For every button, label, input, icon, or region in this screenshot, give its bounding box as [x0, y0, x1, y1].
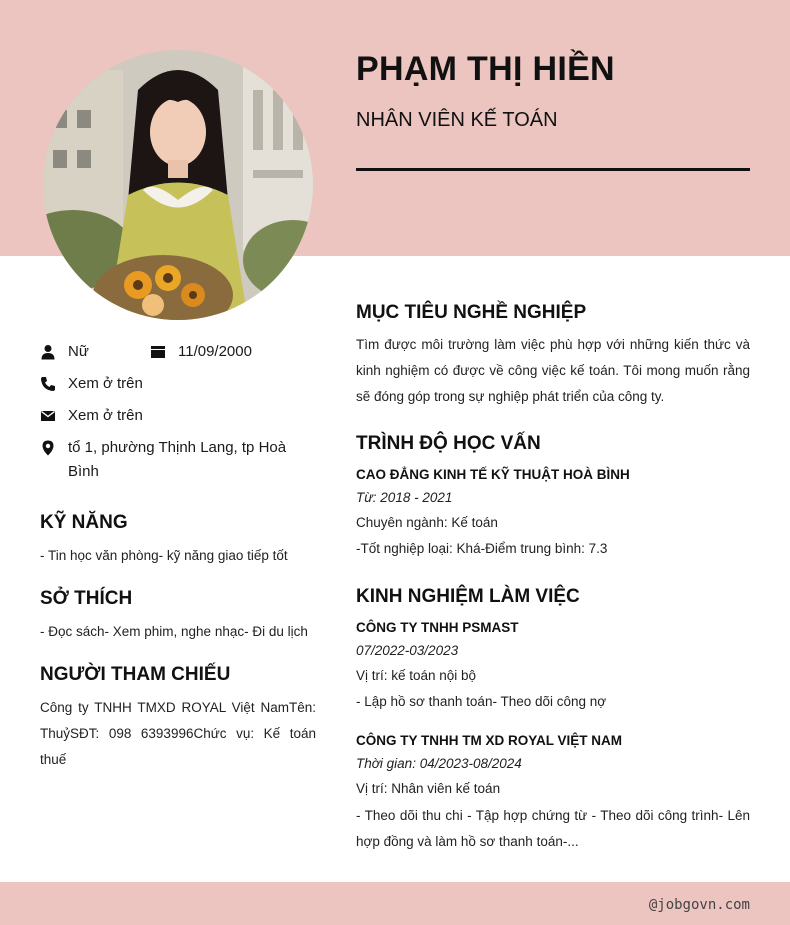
phone-icon [40, 376, 56, 392]
person-icon [40, 344, 56, 360]
education-major: Chuyên ngành: Kế toán [356, 515, 498, 530]
address-value: tổ 1, phường Thịnh Lang, tp Hoà Bình [68, 439, 287, 480]
skills-text: - Tin học văn phòng- kỹ năng giao tiếp tốt [40, 548, 288, 563]
phone-value: Xem ở trên [68, 375, 143, 392]
gender-value: Nữ [68, 343, 89, 360]
job-period: 07/2022-03/2023 [356, 643, 459, 658]
mail-icon [40, 408, 56, 424]
birthday-row [150, 340, 252, 364]
gender-row [40, 340, 89, 364]
references-title: NGƯỜI THAM CHIẾU [40, 664, 231, 685]
avatar [43, 50, 313, 320]
birthday-value: 11/09/2000 [178, 343, 252, 360]
hobbies-title: SỞ THÍCH [40, 588, 133, 609]
header-divider [356, 168, 750, 171]
location-pin-icon [40, 440, 56, 456]
email-row [40, 404, 143, 428]
job-duties: - Theo dõi thu chi - Tập hợp chứng từ - Theo dõi công trình- Lên hợp đồng và làm hồ sơ thanh toán-... [356, 808, 750, 849]
education-grade: -Tốt nghiệp loại: Khá-Điểm trung bình: 7.3 [356, 541, 608, 556]
objective-title: MỤC TIÊU NGHỀ NGHIỆP [356, 302, 587, 323]
experience-title: KINH NGHIỆM LÀM VIỆC [356, 586, 580, 607]
job-period: Thời gian: 04/2023-08/2024 [356, 756, 522, 771]
address-row [40, 436, 310, 484]
job-title: NHÂN VIÊN KẾ TOÁN [356, 109, 558, 131]
skills-title: KỸ NĂNG [40, 512, 128, 533]
phone-row [40, 372, 143, 396]
email-value: Xem ở trên [68, 407, 143, 424]
objective-text: Tìm được môi trường làm việc phù hợp với những kiến thức và kinh nghiệm có được về công việc kế toán. Tôi mong muốn rằng sẽ đóng góp trong sự nghiệp phát triển của công ty. [356, 337, 750, 404]
education-period: Từ: 2018 - 2021 [356, 490, 453, 505]
job-position: Vị trí: kế toán nội bộ [356, 668, 477, 683]
job-duties: - Lập hồ sơ thanh toán- Theo dõi công nợ [356, 694, 607, 709]
job-position: Vị trí: Nhân viên kế toán [356, 781, 501, 796]
job-company: CÔNG TY TNHH PSMAST [356, 620, 519, 635]
footer-watermark: @jobgovn.com [648, 897, 750, 913]
hobbies-text: - Đọc sách- Xem phim, nghe nhạc- Đi du lịch [40, 624, 308, 639]
education-title: TRÌNH ĐỘ HỌC VẤN [356, 433, 541, 454]
job-company: CÔNG TY TNHH TM XD ROYAL VIỆT NAM [356, 733, 623, 748]
calendar-icon [150, 344, 166, 360]
education-school: CAO ĐẲNG KINH TẾ KỸ THUẬT HOÀ BÌNH [356, 467, 630, 482]
candidate-name: PHẠM THỊ HIỀN [356, 50, 615, 88]
references-text: Công ty TNHH TMXD ROYAL Việt NamTên: ThuỷSĐT: 098 6393996Chức vụ: Kế toán thuế [40, 700, 316, 767]
